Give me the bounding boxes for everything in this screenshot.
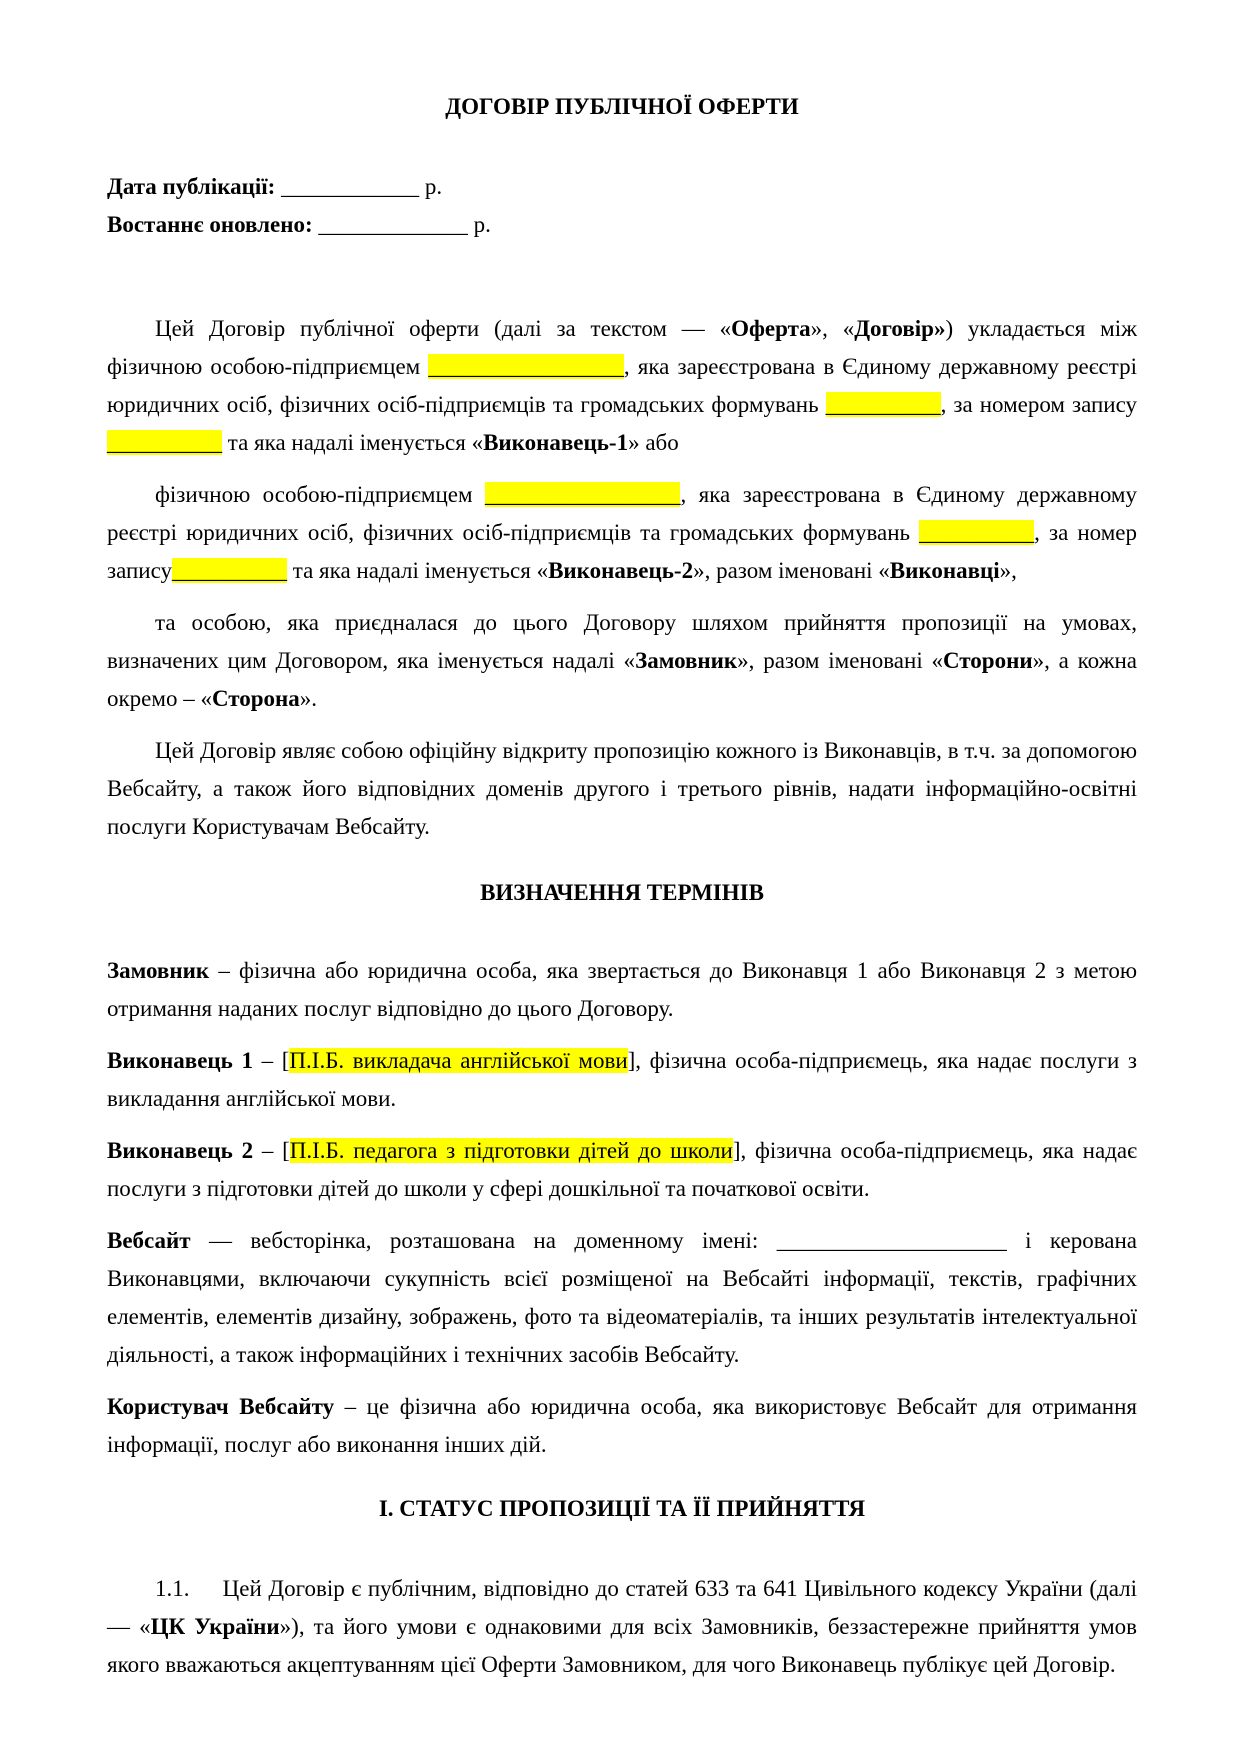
blank-underscore-line: ____________________ [776,1228,1007,1253]
highlighted-blank: __________ [107,430,222,455]
text-run: І. СТАТУС ПРОПОЗИЦІЇ ТА ЇЇ ПРИЙНЯТТЯ [378,1496,866,1521]
blank-underscore-line: _____________ [318,212,468,237]
text-run: Дата публікації: [107,174,282,199]
text-run: Замовник [635,648,738,673]
paragraph-offer-purpose [107,732,1137,846]
highlighted-blank: __________ [172,558,288,583]
text-run: 1.1. Цей Договір є публічним, відповідно до статей 633 та 641 Цивільного кодексу України (далі — « [107,1576,1137,1639]
definition-customer [107,952,1137,1028]
definition-website-user [107,1388,1137,1464]
paragraph-customer-intro [107,604,1137,718]
definition-executor-1 [107,1042,1137,1118]
heading-definitions [107,874,1137,912]
text-run: Вебсайт [107,1228,191,1253]
last-updated-line [107,206,1137,244]
text-run: ], фізична особа-підприємець, яка надає послуги з підготовки дітей до школи у сфері дошкільної та початкової освіти. [107,1138,1137,1201]
text-run: ВИЗНАЧЕННЯ ТЕРМІНІВ [480,880,764,905]
text-run: », [999,558,1017,583]
text-run: Замовник [107,958,210,983]
text-run: », « [810,316,855,341]
text-run: Виконавці [889,558,1000,583]
document-title: ДОГОВІР ПУБЛІЧНОЇ ОФЕРТИ [445,94,799,119]
text-run: та особою, яка приєдналася до цього Договору шляхом прийняття пропозиції на умовах, визначених цим Договором, яка іменується надалі « [107,610,1137,673]
publication-date-line [107,168,1137,206]
heading-section-1-status [107,1490,1137,1528]
text-run: Договір» [854,316,946,341]
text-run: ], фізична особа-підприємець, яка надає послуги з викладання англійської мови. [107,1048,1138,1111]
text-run: , за номером запису [940,392,1137,417]
text-run: Сторони [943,648,1033,673]
paragraph-offer-intro [107,310,1137,462]
text-run: , яка зареєстрована в Єдиному державному реєстрі юридичних осіб, фізичних осіб-підприємців та громадських формувань [107,482,1137,545]
text-run: Виконавець-2 [548,558,694,583]
text-run: та яка надалі іменується « [287,558,549,583]
blank-underscore-line: ____________ [281,174,420,199]
definition-executor-2 [107,1132,1137,1208]
text-run: », разом іменовані « [693,558,890,583]
text-run: – це фізична або юридична особа, яка використовує Вебсайт для отримання інформації, послуг або виконання інших дій. [107,1394,1137,1457]
text-run: » або [628,430,679,455]
highlighted-placeholder-text: П.І.Б. викладача англійської мови [289,1048,628,1073]
text-run: ) укладається між фізичною особою-підприємцем [107,316,1138,379]
text-run: », разом іменовані « [737,648,943,673]
document-body [107,168,1137,1684]
highlighted-placeholder-text: П.І.Б. педагога з підготовки дітей до школи [289,1138,733,1163]
text-run: Цей Договір публічної оферти (далі за текстом — « [155,316,732,341]
text-run: Користувач Вебсайту [107,1394,335,1419]
text-run: Виконавець-1 [483,430,629,455]
text-run: фізичною особою-підприємцем [155,482,485,507]
text-run: Цей Договір являє собою офіційну відкриту пропозицію кожного із Виконавців, в т.ч. за допомогою Вебсайту, а також його відповідних доменів другого і третього рівнів, надати інформаційно-освітні послуги Користувачам Вебсайту. [107,738,1137,839]
text-run: – [ [252,1048,290,1073]
text-run: , за номер запису [107,520,1137,583]
paragraph-executor2-intro [107,476,1137,590]
text-run: ЦК України [150,1614,280,1639]
text-run: Виконавець 1 [107,1048,253,1073]
highlighted-blank: __________ [825,392,941,417]
text-run: Сторона [211,686,300,711]
text-run: », а кожна окремо – « [107,648,1137,711]
text-run: — вебсторінка, розташована на доменному імені: [190,1228,777,1253]
text-run: – [ [253,1138,290,1163]
highlighted-blank: _________________ [484,482,681,507]
text-run: та яка надалі іменується « [222,430,484,455]
highlighted-blank: __________ [919,520,1035,545]
text-run: р. [419,174,443,199]
text-run: Виконавець 2 [107,1138,254,1163]
text-run: »), та його умови є однаковими для всіх Замовників, беззастережне прийняття умов якого вважаються акцептуванням цієї Оферти Замовником, для чого Виконавець публікує цей Договір. [107,1614,1138,1677]
text-run: Оферта [731,316,811,341]
clause-1-1 [107,1570,1137,1684]
text-run: – фізична або юридична особа, яка звертається до Виконавця 1 або Виконавця 2 з метою отримання наданих послуг відповідно до цього Договору. [107,958,1137,1021]
highlighted-blank: _________________ [428,354,624,379]
text-run: Востаннє оновлено: [107,212,319,237]
text-run: ». [299,686,318,711]
text-run: р. [467,212,491,237]
text-run: , яка зареєстрована в Єдиному державному реєстрі юридичних осіб, фізичних осіб-підприємців та громадських формувань [107,354,1137,417]
definition-website [107,1222,1137,1374]
text-run: і керована Виконавцями, включаючи сукупність всієї розміщеної на Вебсайті інформації, текстів, графічних елементів, елементів дизайну, зображень, фото та відеоматеріалів, та інших результатів інтелектуальної діяльності, а також інформаційних і технічних засобів Вебсайту. [107,1228,1138,1367]
